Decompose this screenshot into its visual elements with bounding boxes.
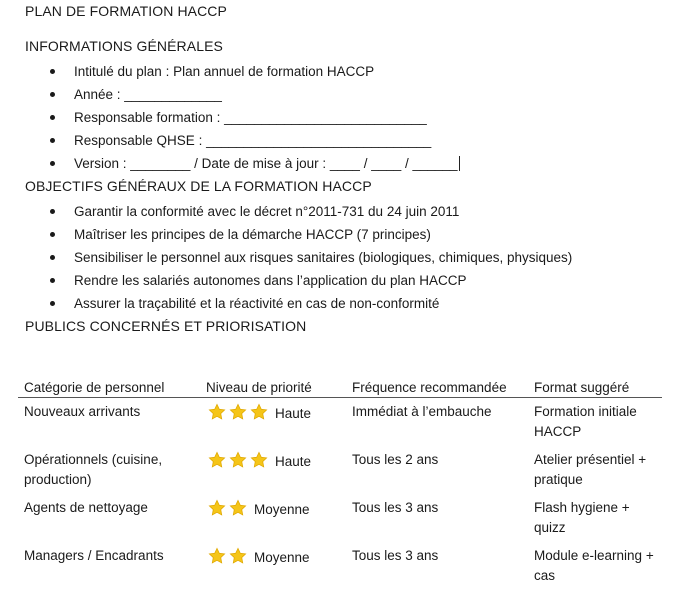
star-icon [208,547,226,565]
frequency-cell: Immédiat à l’embauche [352,404,492,419]
section-heading-publics: PUBLICS CONCERNÉS ET PRIORISATION [25,318,307,334]
frequency-cell: Tous les 3 ans [352,500,439,515]
table-row [18,542,662,590]
format-cell: Flash hygiene + quizz [534,500,630,535]
table-row [18,398,662,447]
general-info-list [0,60,460,175]
table-row [18,446,662,494]
star-icon [229,451,247,469]
star-icon [208,499,226,517]
list-item: Rendre les salariés autonomes dans l’application du plan HACCP [0,269,572,292]
star-icon [208,403,226,421]
category-cell: Nouveaux arrivants [24,404,141,419]
format-cell: Atelier présentiel + pratique [534,452,647,487]
list-item: Responsable formation : ___________________________ [0,106,460,129]
star-icon [250,403,268,421]
priority-stars [208,499,250,520]
star-icon [208,451,226,469]
list-item: Version : ________ / Date de mise à jour : ____ / ____ / ______ [0,152,460,175]
column-header: Catégorie de personnel [18,371,200,398]
frequency-cell: Tous les 2 ans [352,452,439,467]
table-header-row [18,371,662,398]
column-header: Fréquence recommandée [346,371,528,398]
star-icon [229,547,247,565]
priority-stars [208,403,271,424]
frequency-cell: Tous les 3 ans [352,548,439,563]
priority-stars [208,451,271,472]
star-icon [250,451,268,469]
text-cursor [459,156,460,171]
section-heading-general: INFORMATIONS GÉNÉRALES [25,38,223,54]
priority-cell [200,446,346,494]
priority-cell [200,398,346,447]
priority-label: Moyenne [254,550,310,565]
priority-label: Haute [275,406,312,421]
format-cell: Formation initiale HACCP [534,404,637,439]
objectives-list [0,200,572,315]
priority-cell [200,494,346,542]
publics-table [18,371,662,590]
format-cell: Module e-learning + cas [534,548,654,583]
category-cell: Opérationnels (cuisine, production) [24,452,163,487]
priority-stars [208,547,250,568]
list-item: Assurer la traçabilité et la réactivité en cas de non-conformité [0,292,572,315]
column-header: Format suggéré [528,371,662,398]
category-cell: Agents de nettoyage [24,500,148,515]
category-cell: Managers / Encadrants [24,548,164,563]
table-row [18,494,662,542]
list-item: Année : _____________ [0,83,460,106]
priority-label: Haute [275,454,312,469]
star-icon [229,403,247,421]
document-title: PLAN DE FORMATION HACCP [25,3,227,19]
list-item: Sensibiliser le personnel aux risques sanitaires (biologiques, chimiques, physiques) [0,246,572,269]
list-item: Intitulé du plan : Plan annuel de formation HACCP [0,60,460,83]
section-heading-objectives: OBJECTIFS GÉNÉRAUX DE LA FORMATION HACCP [25,178,372,194]
priority-cell [200,542,346,590]
list-item: Responsable QHSE : ______________________________ [0,129,460,152]
list-item: Maîtriser les principes de la démarche HACCP (7 principes) [0,223,572,246]
priority-label: Moyenne [254,502,310,517]
list-item: Garantir la conformité avec le décret n°2011-731 du 24 juin 2011 [0,200,572,223]
star-icon [229,499,247,517]
column-header: Niveau de priorité [200,371,346,398]
